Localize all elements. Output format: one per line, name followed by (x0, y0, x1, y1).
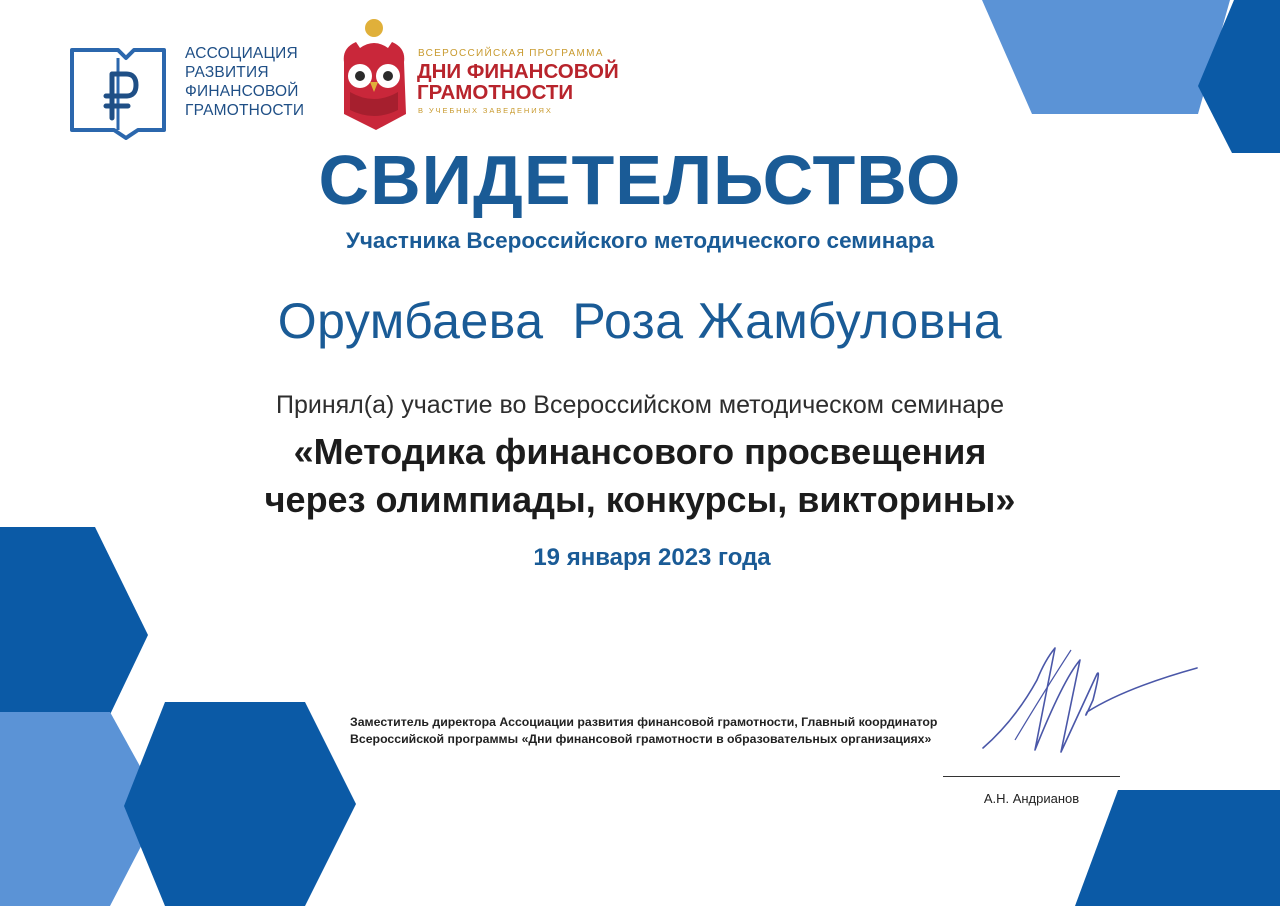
program-subtitle-bottom: В УЧЕБНЫХ ЗАВЕДЕНИЯХ (418, 106, 553, 115)
certificate-title: СВИДЕТЕЛЬСТВО (318, 141, 962, 219)
hex-bottom-dark (124, 702, 356, 906)
signature-line (943, 776, 1120, 777)
handwritten-signature (975, 640, 1205, 765)
program-logo (340, 18, 670, 133)
association-name: АССОЦИАЦИЯ РАЗВИТИЯ ФИНАНСОВОЙ ГРАМОТНОСТИ (185, 45, 305, 119)
participation-text: Принял(а) участие во Всероссийском методическом семинаре (276, 391, 1004, 419)
event-date: 19 января 2023 года (533, 544, 771, 571)
signer-name: А.Н. Андрианов (983, 791, 1080, 806)
program-subtitle-top: ВСЕРОССИЙСКАЯ ПРОГРАММА (418, 48, 604, 59)
hex-top-light (982, 0, 1230, 114)
recipient-name: Орумбаева Роза Жамбуловна (277, 293, 1003, 349)
hex-bottom-right (1075, 790, 1280, 906)
certificate-subtitle: Участника Всероссийского методического семинара (345, 228, 935, 253)
owl-icon (340, 18, 416, 133)
seminar-title: «Методика финансового просвещения через олимпиады, конкурсы, викторины» (264, 431, 1016, 520)
association-logo (68, 44, 308, 140)
signer-position: Заместитель директора Ассоциации развития финансовой грамотности, Главный координатор Всероссийской программы «Дни финансовой грамотности в образовательных организациях» (350, 715, 938, 746)
program-title: ДНИ ФИНАНСОВОЙ ГРАМОТНОСТИ (417, 60, 619, 104)
ruble-book-icon (68, 44, 178, 140)
